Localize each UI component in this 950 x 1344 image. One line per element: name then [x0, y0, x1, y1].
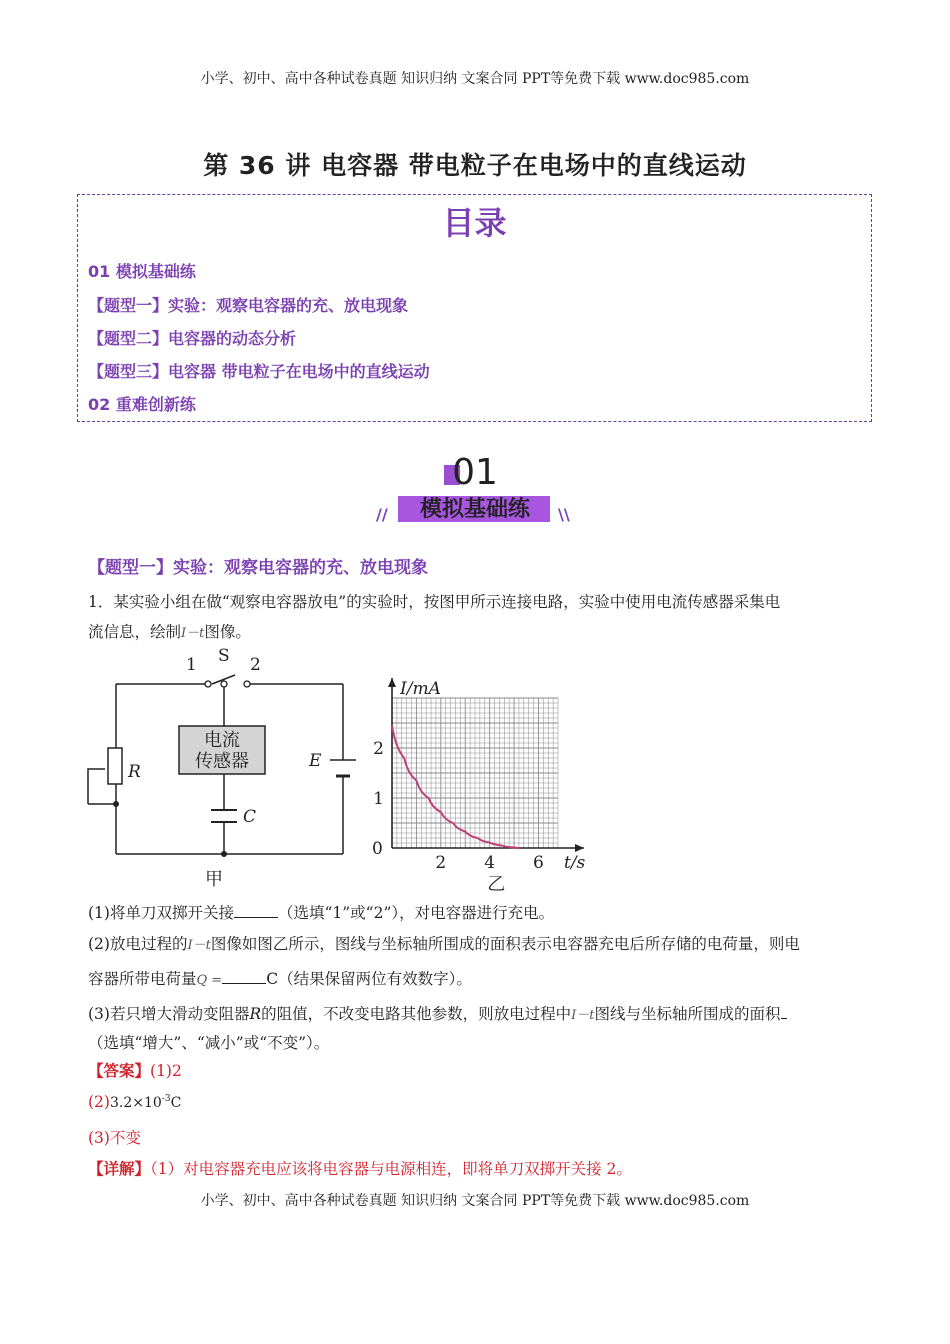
question-stem-line1: 1．某实验小组在做“观察电容器放电”的实验时，按图甲所示连接电路，实验中使用电流传感器采集电	[88, 593, 781, 611]
terminal-2-dot	[244, 681, 250, 687]
page-header: 小学、初中、高中各种试卷真题 知识归纳 文案合同 PPT等免费下载 www.doc985.com	[200, 71, 750, 87]
banner-slash-left: //	[376, 505, 388, 524]
type1-heading: 【题型一】实验：观察电容器的充、放电现象	[88, 558, 428, 578]
switch-pivot-dot	[221, 681, 227, 687]
x-tick-label: 4	[484, 853, 496, 873]
switch-label: S	[218, 646, 230, 666]
resistor	[108, 748, 122, 784]
answer-2-prefix: (2)	[88, 1093, 110, 1111]
part1	[88, 901, 554, 923]
toc-item-type2[interactable]: 【题型二】电容器的动态分析	[88, 329, 297, 348]
answer-3: (3)不变	[88, 1129, 141, 1147]
chart-ticks	[373, 739, 544, 873]
rheostat-wiper	[88, 769, 105, 804]
stem-text-b: 图像。	[204, 623, 251, 641]
answer-1	[88, 1059, 182, 1081]
it-symbol: I－t	[181, 626, 205, 641]
origin-label: 0	[372, 839, 383, 859]
part2-line1	[88, 932, 800, 954]
capacitor-label: C	[243, 807, 257, 827]
page-footer: 小学、初中、高中各种试卷真题 知识归纳 文案合同 PPT等免费下载 www.doc985.com	[200, 1193, 750, 1209]
it-chart	[366, 672, 596, 892]
terminal-1-label: 1	[186, 655, 197, 675]
chart-axes	[388, 678, 584, 852]
circuit-diagram	[85, 642, 375, 892]
answer-1-value: (1)2	[150, 1062, 182, 1080]
junction-dot-left	[113, 801, 119, 807]
x-tick-label: 2	[435, 853, 447, 873]
toc-item-basic[interactable]: 01 模拟基础练	[88, 262, 196, 281]
y-tick-label: 2	[373, 739, 384, 759]
part2-text-c: 容器所带电荷量	[88, 970, 197, 988]
y-axis-arrow	[388, 678, 396, 687]
answer-2-exponent: -3	[161, 1093, 171, 1104]
part2-text-b: 图像如图乙所示，图线与坐标轴所围成的面积表示电容器充电后所存储的电荷量，则电	[210, 935, 800, 953]
part1-text-b: （选填“1”或“2”），对电容器进行充电。	[277, 904, 555, 922]
chart-caption: 乙	[487, 874, 506, 892]
answer-2	[88, 1093, 181, 1111]
part1-text-a: (1)将单刀双掷开关接	[88, 904, 234, 922]
banner-slash-right: \\	[558, 505, 570, 524]
y-tick-label: 1	[373, 789, 384, 809]
detail-tag: 【详解】	[88, 1159, 151, 1178]
junction-dot-bottom	[221, 851, 227, 857]
toc-heading: 目录	[442, 204, 507, 242]
part2-text-d: C（结果保留两位有效数字）。	[266, 970, 472, 988]
y-axis-label: I/mA	[400, 679, 441, 699]
answer-2-value: 3.2×10	[109, 1095, 162, 1111]
lecture-title: 第 36 讲 电容器 带电粒子在电场中的直线运动	[203, 151, 747, 180]
part1-blank[interactable]	[234, 903, 278, 918]
question-stem-line2	[88, 620, 251, 642]
terminal-1-dot	[205, 681, 211, 687]
x-tick-label: 6	[533, 853, 544, 873]
resistor-label: R	[128, 762, 141, 782]
x-axis-label: t/s	[564, 853, 586, 873]
part3-line2: （选填“增大”、“减小”或“不变”）。	[88, 1034, 330, 1052]
sensor-label-2: 传感器	[195, 751, 249, 772]
answer-tag: 【答案】	[88, 1061, 151, 1080]
sensor-label-1: 电流	[204, 730, 240, 751]
toc-item-type3[interactable]: 【题型三】电容器 带电粒子在电场中的直线运动	[88, 362, 430, 381]
q-symbol: Q =	[196, 973, 223, 988]
answer-2-unit: C	[170, 1095, 182, 1111]
it-symbol: I－t	[187, 938, 211, 953]
stem-text-a: 流信息，绘制	[88, 623, 182, 641]
section-number: 01	[452, 452, 498, 493]
part3-blank[interactable]	[781, 1004, 787, 1019]
part3-text-c: 图线与坐标轴所围成的面积	[594, 1005, 781, 1023]
chart-grid	[392, 698, 558, 848]
it-symbol: I－t	[571, 1008, 595, 1023]
toc-item-type1[interactable]: 【题型一】实验：观察电容器的充、放电现象	[88, 296, 409, 315]
resistor-symbol: R	[249, 1005, 262, 1023]
detail	[88, 1157, 632, 1179]
circuit-caption: 甲	[205, 869, 223, 890]
section-title: 模拟基础练	[419, 497, 530, 522]
part2-text-a: (2)放电过程的	[88, 935, 188, 953]
part3-text-b: 的阻值，不改变电路其他参数，则放电过程中	[261, 1005, 572, 1023]
part3-text-a: (3)若只增大滑动变阻器	[88, 1005, 250, 1023]
part2-line2	[88, 967, 472, 989]
battery-label: E	[309, 751, 322, 771]
detail-text: （1）对电容器充电应该将电容器与电源相连，即将单刀双掷开关接 2。	[150, 1160, 632, 1178]
toc-item-advanced[interactable]: 02 重难创新练	[88, 395, 196, 414]
part2-blank[interactable]	[222, 969, 266, 984]
terminal-2-label: 2	[250, 655, 261, 675]
part3-line1	[88, 1002, 787, 1024]
x-axis-arrow	[575, 844, 584, 852]
